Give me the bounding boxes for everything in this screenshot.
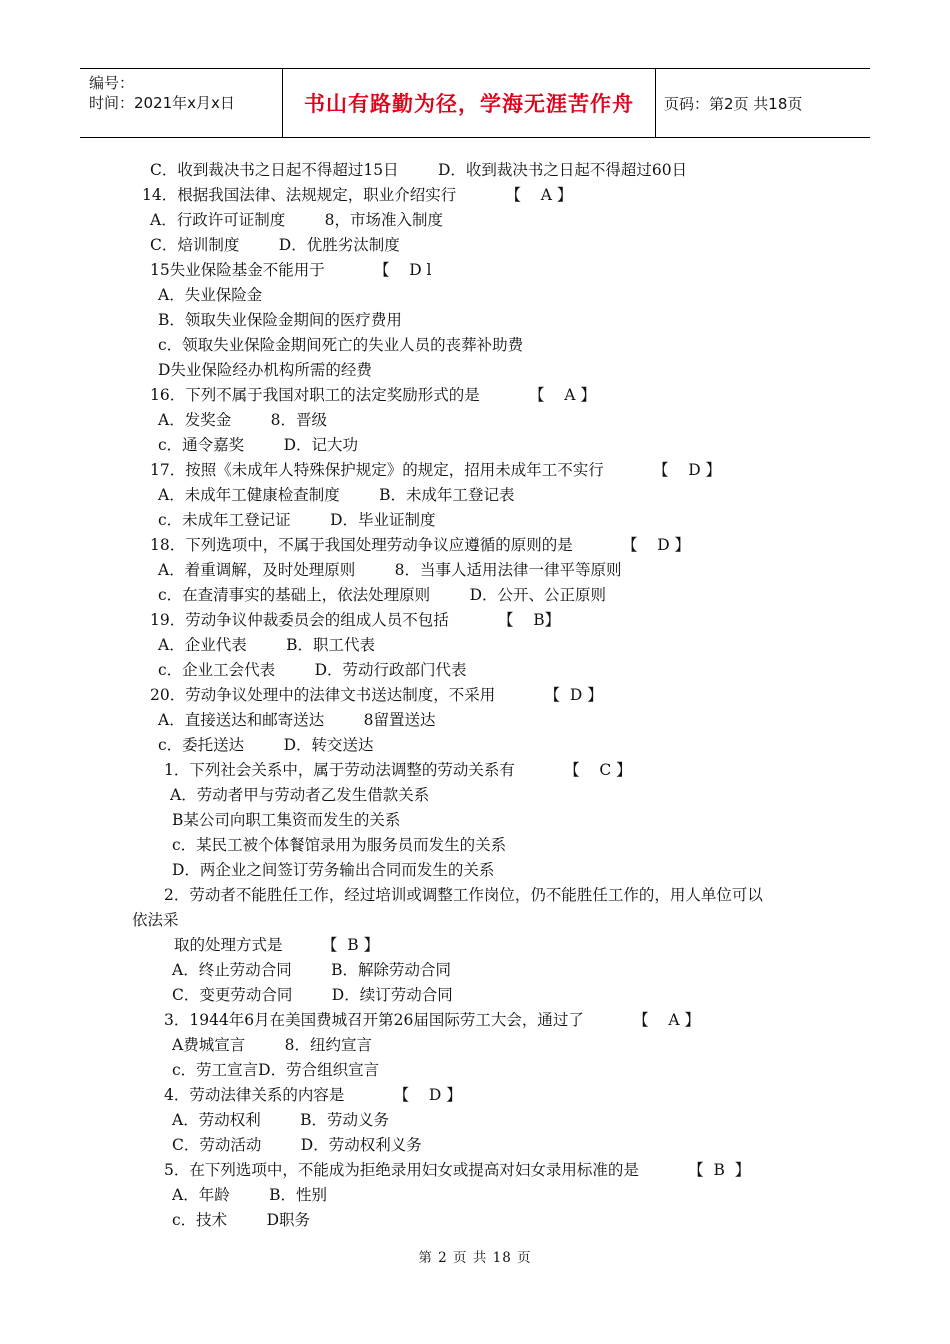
header-meta [80, 69, 282, 137]
text-line: A．直接送达和邮寄送达 8留置送达 [158, 711, 436, 729]
header-code-label: 编号： [89, 74, 135, 92]
text-line: A．劳动权利 B．劳动义务 [172, 1111, 390, 1129]
text-line: c．企业工会代表 D．劳动行政部门代表 [158, 661, 467, 679]
text-line: c．未成年工登记证 D．毕业证制度 [158, 511, 436, 529]
text-line: c．委托送达 D．转交送达 [158, 736, 374, 754]
text-line: 16．下列不属于我国对职工的法定奖励形式的是 【 A 】 [150, 386, 596, 404]
text-line: C．劳动活动 D．劳动权利义务 [172, 1136, 422, 1154]
header-time-label: 时间：2021年x月x日 [89, 94, 235, 112]
text-line: D失业保险经办机构所需的经费 [158, 361, 372, 379]
text-line: D．两企业之间签订劳务输出合同而发生的关系 [172, 861, 495, 879]
text-line: B．领取失业保险金期间的医疗费用 [158, 311, 402, 329]
text-line: C．收到裁决书之日起不得超过15日 D．收到裁决书之日起不得超过60日 [150, 161, 688, 179]
text-line: 5．在下列选项中，不能成为拒绝录用妇女或提高对妇女录用标准的是 【 B 】 [164, 1161, 751, 1179]
text-line: 19．劳动争议仲裁委员会的组成人员不包括 【 B】 [150, 611, 561, 629]
text-line: A．终止劳动合同 B．解除劳动合同 [172, 961, 452, 979]
text-line: c．通令嘉奖 D．记大功 [158, 436, 359, 454]
header-page-info: 页码：第2页 共18页 [664, 94, 803, 113]
text-line: 14．根据我国法律、法规规定，职业介绍实行 【 A 】 [142, 186, 573, 204]
text-line: A．企业代表 B．职工代表 [158, 636, 376, 654]
text-line: c．在查清事实的基础上，依法处理原则 D．公开、公正原则 [158, 586, 607, 604]
text-line: A．发奖金 8．晋级 [158, 411, 327, 429]
text-line: 取的处理方式是 【 B 】 [174, 936, 380, 954]
page-header [80, 68, 870, 138]
text-line: 17．按照《未成年人特殊保护规定》的规定，招用未成年工不实行 【 D 】 [150, 461, 722, 479]
text-line: 2．劳动者不能胜任工作，经过培训或调整工作岗位，仍不能胜任工作的，用人单位可以 [164, 886, 763, 904]
text-line: 1．下列社会关系中，属于劳动法调整的劳动关系有 【 C 】 [164, 761, 632, 779]
text-line: c．领取失业保险金期间死亡的失业人员的丧葬补助费 [158, 336, 524, 354]
text-line: 15失业保险基金不能用于 【 D l [150, 261, 432, 279]
text-line: A．行政许可证制度 8，市场准入制度 [150, 211, 443, 229]
text-line: 20．劳动争议处理中的法律文书送达制度，不采用 【 D 】 [150, 686, 603, 704]
text-line: A．着重调解，及时处理原则 8．当事人适用法律一律平等原则 [158, 561, 622, 579]
text-line: c．某民工被个体餐馆录用为服务员而发生的关系 [172, 836, 507, 854]
text-line: A．劳动者甲与劳动者乙发生借款关系 [170, 786, 430, 804]
text-line: C．焙训制度 D．优胜劣汰制度 [150, 236, 400, 254]
page-footer: 第 2 页 共 18 页 [418, 1250, 532, 1266]
text-line: A．未成年工健康检查制度 B．未成年工登记表 [158, 486, 515, 504]
text-line: A费城宣言 8．纽约宣言 [172, 1036, 372, 1054]
text-line: A．失业保险金 [158, 286, 263, 304]
text-line: 依法采 [132, 911, 179, 929]
text-line: C．变更劳动合同 D．续订劳动合同 [172, 986, 453, 1004]
text-line: 4．劳动法律关系的内容是 【 D 】 [164, 1086, 462, 1104]
text-line: A．年龄 B．性别 [172, 1186, 328, 1204]
text-line: c．劳工宣言D．劳合组织宣言 [172, 1061, 380, 1079]
text-line: 18．下列选项中，不属于我国处理劳动争议应遵循的原则的是 【 D 】 [150, 536, 691, 554]
text-line: c．技术 D职务 [172, 1211, 311, 1229]
text-line: B某公司向职工集资而发生的关系 [172, 811, 401, 829]
header-motto: 书山有路勤为径，学海无涯苦作舟 [282, 69, 656, 137]
text-line: 3．1944年6月在美国费城召开第26届国际劳工大会，通过了 【 A 】 [164, 1011, 700, 1029]
